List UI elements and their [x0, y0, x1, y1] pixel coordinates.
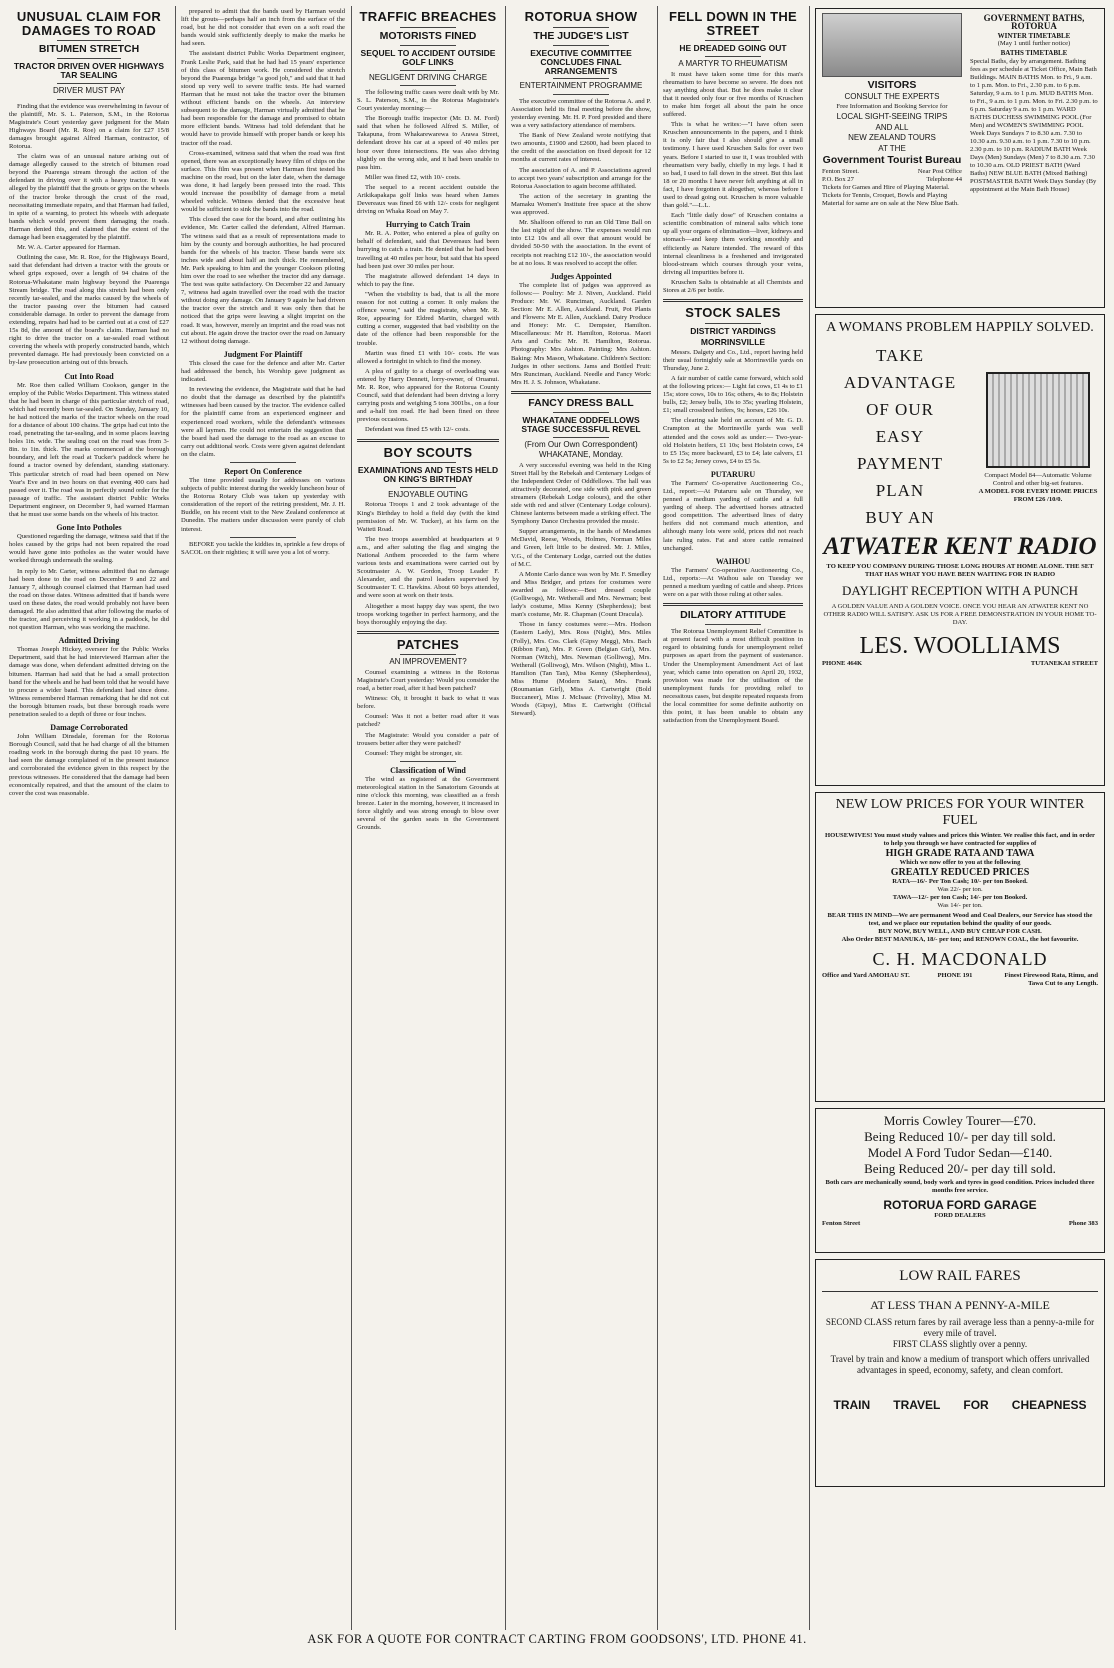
article-paragraph: The sequel to a recent accident outside the Arikikapakapa golf links was heard when James Devereaux was fined £6 with 12/- costs for negligent driving on Whaka Road on May 7. — [357, 183, 499, 216]
easy-line: EASY — [875, 426, 925, 446]
article-paragraph: Those in fancy costumes were:—Mrs. Hodson (Eastern Lady), Mrs. Ross (Night), Mrs. Miles (Folly), Mrs. Cos. Clark (Gipsy Megg), Mrs. Bach (Ribbon Fan), Mrs. P. Green (Belgian Girl), Mrs. Norman (Witch), Mrs. Newman (Golliwog), Mrs. Wetherall (Golliwog), Mrs. Wilson (Night), Miss L. Hamilton (Tan Tan), Miss Kenny (Shepherdess), Miss Hume (Modern Satan), Mrs. Frank (Roumanian Girl), Miss A. Cartwright (Bold Buccaneer), Miss J. McIsaac (Frivolity), Miss M. Woods (Gipsy), Miss E. Cartwright (Official Steward). — [511, 621, 651, 718]
article-paragraph: The association of A. and P. Associations agreed to accept two years' subscription and arrange for the Rotorua Association to again become affiliated. — [511, 166, 651, 190]
garage-morris: Morris Cowley Tourer—£70. — [883, 1113, 1037, 1128]
deck-sequel: SEQUEL TO ACCIDENT OUTSIDE GOLF LINKS — [360, 47, 496, 67]
divider — [57, 99, 121, 100]
garage-dealers: FORD DEALERS — [934, 1212, 986, 1219]
column-traffic — [352, 8, 504, 1628]
garage-name: ROTORUA FORD GARAGE — [883, 1198, 1037, 1212]
fuel-tawa-price: TAWA—12/- per ton Cash; 14/- per ton Booked. — [892, 894, 1028, 901]
divider — [553, 27, 609, 28]
divider — [705, 56, 761, 57]
divider — [663, 299, 803, 302]
baths-title: GOVERNMENT BATHS, ROTORUA — [983, 13, 1085, 31]
radio-caption: Compact Model 84—Automatic Volume Control and other big-set features. — [984, 472, 1092, 488]
article-paragraph: The time provided usually for addresses on various subjects of public interest during the weekly luncheon hour of the Rotorua Rotary Club was taken up yesterday with consideration of the report of the retiring president, Mr. J. H. Buddle, on his recent visit to the New Zealand conference at Dunedin. The matters under discussion were purely of club interest. — [181, 476, 345, 533]
divider — [553, 412, 609, 413]
article-paragraph: The magistrate allowed defendant 14 days in which to pay the fine. — [357, 272, 499, 288]
article-paragraph: This closed the case for the board, and after outlining his evidence, Mr. Carter called the defendant, Alfred Harman. The witness said that as a result of representations made to him by the county and borough authorities, he had procured bands for the wheels of his tractor. These bands were six inches wide and about half an inch thick. He remembered, Mr. Park speaking to him and the younger Cookson piloting him over the road to see whether the tractor did any damage. The test was quite satisfactory. On December 22 and January 7, witness had again travelled over the road with the tractor without doing any damage. On January 9 again he had driven the tractor over the stretch and it was only then that he noticed that the grips were leaving a slight imprint on the road. It was, however, merely an imprint and the road was not cut about. He again drove the tractor over the road on January 12 without doing damage. — [181, 216, 345, 345]
headline-fancy-dress: FANCY DRESS BALL — [528, 396, 634, 409]
baths-timetable: BATHS TIMETABLE — [1000, 49, 1068, 58]
divider — [553, 94, 609, 95]
fuel-contact-row — [822, 972, 1098, 988]
bath-house-illustration — [822, 13, 962, 77]
article-paragraph: John William Dinsdale, foreman for the Rotorua Borough Council, said that he had charge of all the bitumen roading work in the borough during the past 10 years. He had seen the damage complained of in the present instance and corroborated the evidence given in this respect by the previous witnesses. He considered that the damage had been economically repaired, and that the amount of the claim to cover the cost was reasonable. — [9, 733, 169, 797]
subheading: Judgment For Plaintiff — [223, 349, 303, 359]
divider — [511, 391, 651, 394]
subheading: Admitted Driving — [58, 636, 120, 646]
deck-oddfellows: WHAKATANE ODDFELLOWS STAGE SUCCESSFUL REVEL — [521, 414, 641, 434]
article-paragraph: Mr. R. A. Potter, who entered a plea of guilty on behalf of defendant, said that Devereaux had been hurrying to catch a train. He denied that he had been travelling at 40 miles per hour, but said that his speed had been just over 30 miles per hour. — [357, 230, 499, 270]
divider — [705, 624, 761, 625]
rail-penny: AT LESS THAN A PENNY-A-MILE — [870, 1298, 1050, 1312]
divider — [400, 487, 457, 488]
divider — [705, 40, 761, 41]
article-paragraph: The assistant district Public Works Department engineer, Frank Leslie Park, said that he had had 15 years' experience of this class of bitumen work. He considered the stretch beyond the Puarenga bridge "a good job," and said that it had stood up very well to severe traffic tests. He had warned Harman that he must not take the tractor over the bitumen without efficient bands on the wheels. An interview subsequent to the damage, Harman virtually admitted that he had been responsible for the damage and promised to obtain more efficient bands. Witness had told defendant that he would have to provide himself with proper bands or keep his tractor off the road. — [181, 50, 345, 147]
visitors-heading: VISITORS — [867, 79, 917, 91]
article-paragraph: Questioned regarding the damage, witness said that if the holes caused by the grips had not been repaired the road would have gone into potholes as the water would have worked through underneath the sealing. — [9, 533, 169, 565]
radio-illustration-block — [978, 368, 1098, 504]
subheading: Judges Appointed — [550, 271, 612, 281]
garage-contact-row — [822, 1220, 1098, 1228]
article-paragraph: Supper arrangements, in the hands of Mesdames McDavid, Reese, Woods, Holmes, Norman Miles and Green, left little to be desired. Mr. J. Miles, V.G., of the Centenary Lodge, carried out the duties of M.C. — [511, 528, 651, 568]
fuel-rata-was: Was 22/- per ton. — [937, 886, 983, 893]
article-paragraph: A Monte Carlo dance was won by Mr. F. Smedley and Miss Bridger, and prizes for costumes were awarded as follows:—Best dressed couple (Golliwogs), Mr. Wetherall and Mrs. Newman; best lady's costume, Miss Kenny (Shepherdess); best man's costume, Mr. R. Chapman (Count Dracula). — [511, 570, 651, 619]
headline-road-claim: UNUSUAL CLAIM FOR DAMAGES TO ROAD — [16, 9, 162, 38]
divider — [400, 70, 457, 71]
subheading: PUTARURU — [710, 469, 756, 479]
divider — [822, 1291, 1098, 1292]
divider — [400, 27, 457, 28]
headline-dilatory: DILATORY ATTITUDE — [680, 609, 786, 622]
atwater-keep-company: TO KEEP YOU COMPANY DURING THOSE LONG HOURS AT HOME ALONE. THE SET THAT HAS WHAT YOU HAVE BEEN WAITING FOR IN RADIO — [826, 562, 1094, 578]
divider — [57, 83, 121, 84]
bureau-name: Government Tourist Bureau — [822, 153, 962, 166]
take-line: TAKE — [876, 345, 924, 365]
fuel-office: Office and Yard AMOHAU ST. — [822, 972, 910, 979]
article-paragraph: Mr. Roe then called William Cookson, ganger in the employ of the Public Works Department. This witness stated that he had been in charge of this particular stretch of road, which had recently been tar-sealed. On Sunday, January 10, he had noticed the marks of the tractor wheels on the road for a distance of about 100 chains. The grips had cut into the road, penetrating the tar-sealing, and in some places leaving holes 1in. wide. The sealing coat on the road was from 3-8in. to 1in. thick. The marks commenced at the borough boundary, and left the road at Tucker's paddock where he found a tractor owned by defendant, standing stationary. This particular stretch of road had been opened on New Year's Eve and in two hours on that evening 400 cars had passed over it. The road was in perfectly sound order for the passage of traffic. The assistant district Public Works Department engineer, on December 9, had warned Harman that he must use some bands on the wheels of his tractor. — [9, 381, 169, 519]
divider — [400, 85, 457, 86]
rail-slogan — [822, 1398, 1098, 1412]
subheading: Report On Conference — [224, 466, 302, 476]
article-paragraph: The Farmers' Co-operative Auctioneering Co., Ltd., report:—At Putaruru sale on Thursday, we penned a medium yarding of cattle and a full yarding of sheep. The advertised horses attracted good competition. The advertised lines of dairy heifers did not command much attention, and although many lots were sold, prices did not reach late ruling rates. Fat and store cattle remained unchanged. — [663, 479, 803, 552]
article-paragraph: Counsel: Was it not a better road after it was patched? — [357, 713, 499, 729]
article-paragraph: Mr. W. A. Carter appeared for Harman. — [17, 244, 121, 252]
divider — [705, 323, 761, 324]
divider — [57, 58, 121, 59]
column-road-claim — [4, 8, 174, 1628]
article-paragraph: Messrs. Dalgety and Co., Ltd., report having held their usual fortnightly sale at Morrinsville yards on Thursday, June 2. — [663, 348, 803, 372]
rail-second-class: SECOND CLASS return fares by rail average less than a penny-a-mile for every mile of travel. — [825, 1317, 1095, 1338]
deck-tractor: TRACTOR DRIVEN OVER HIGHWAYS TAR SEALING — [13, 61, 165, 81]
deck-improvement: AN IMPROVEMENT? — [389, 657, 467, 667]
atwater-golden: A GOLDEN VALUE AND A GOLDEN VOICE. ONCE YOU HEAR AN ATWATER KENT NO OTHER RADIO WILL SATISFY. ASK US FOR A FREE DEMONSTRATION IN YOUR HOME TO-DAY. — [823, 602, 1097, 626]
article-paragraph: Defendant was fined £5 with 12/- costs. — [365, 426, 470, 434]
deck-outing: ENJOYABLE OUTING — [388, 490, 468, 500]
fuel-intro: HOUSEWIVES! You must study values and prices this Winter. We realise this fact, and in order to help you through we have contracted for supplies of — [825, 832, 1095, 847]
column-advertisements — [810, 8, 1110, 1628]
article-paragraph: Outlining the case, Mr. R. Roe, for the Highways Board, said that defendant had driven a tractor with the grouts or wheel grips exposed, over a length of 94 chains of the Rotorua-Whakatane main highway beyond the Puarenga Stream bridge. The road along this stretch had been only recently tar-sealed, and the marks caused by the wheels of the tractor passing over the bitumen had caused considerable damage. In order to prevent the damage from extending, repairs had had to be carried out at a cost of £27 15s 8d, the amount of the board's claim. Harman had no right to drive the tractor on a tar-sealed road without covering the wheels with properly constructed bands, which prevented damage. He had previously been convicted on a by-law prosecution arising out of this breach. — [9, 254, 169, 367]
headline-rotorua-show: ROTORUA SHOW — [524, 9, 638, 24]
divider — [553, 78, 609, 79]
rail-travel: Travel by train and know a medium of transport which offers unrivalled advantages in speed, economy, safety, and clean comfort. — [830, 1354, 1090, 1375]
garage-ford: Model A Ford Tudor Sedan—£140. — [867, 1145, 1053, 1160]
subheading: Hurrying to Catch Train — [385, 220, 471, 230]
ad-winter-fuel — [815, 792, 1105, 1102]
subheading: Damage Corroborated — [50, 723, 128, 733]
article-paragraph: The claim was of an unusual nature arising out of damage allegedly caused to the stretch of bitumen road beyond the Puarenga stream through the action of the defendant in driving over it with a heavy tractor. It was alleged by the plaintiff that the grouts or grips on the wheels of the tractor broke through the crust of the road, necessitating immediate repairs, and that Harman had failed, in spite of a warning, to protect his wheels with adequate bands which would prevent them damaging the roads. Harman denied this, and claimed that the extent of the damage had been exaggerated by the plaintiff. — [9, 153, 169, 242]
nz-tours-line: NEW ZEALAND TOURS — [848, 133, 936, 143]
garage-ford-reduced: Being Reduced 20/- per day till sold. — [864, 1161, 1056, 1176]
article-paragraph: Finding that the evidence was overwhelming in favour of the plaintiff, Mr. S. L. Paterson, S.M., in the Rotorua Magistrate's Court yesterday gave judgment for the Main Highways Board (Mr. R. Roe) on a claim for £27 15/8 damages brought against Alfred Harman, contractor, of Rotorua. — [9, 102, 169, 150]
atwater-contact-row — [822, 660, 1098, 668]
fuel-which: Which we now offer to you at the following — [899, 859, 1021, 866]
and-all-line: AND ALL — [875, 122, 909, 132]
fuel-rata-price: RATA—16/- Per Ton Cash; 10/- per ton Booked. — [892, 878, 1028, 885]
divider — [230, 462, 296, 463]
bureau-telephone: Telephone 44 — [926, 175, 962, 183]
baths-may: (May 1 until further notice) — [997, 40, 1071, 48]
deck-executive: EXECUTIVE COMMITTEE CONCLUDES FINAL ARRANGEMENTS — [530, 47, 632, 76]
fuel-dealer: C. H. MACDONALD — [872, 949, 1048, 969]
article-paragraph: Cross-examined, witness said that when the road was first opened, there was an exceptionally heavy film of chips on the surface. This film was present when Harman first tested his machine on the road, but on the later date, when the damage was done, it had largely been pressed into the road. This would increase the possibility of damage from a metal wheeled vehicle. Witness denied that the excessive heat would be sufficient to sink the bands into the road. — [181, 149, 345, 214]
article-paragraph: A plea of guilty to a charge of overloading was entered by Harry Dennett, lorry-owner, of Oruanui. Mr. R. Roe, who appeared for the Rotorua County Council, said that defendant had been driving a lorry carrying posts and weighing 5 tons 3001bs., on a four and a-half ton road. He had been fined on three previous occasions. — [357, 367, 499, 424]
deck-martyr: A MARTYR TO RHEUMATISM — [678, 59, 788, 69]
garage-street: Fenton Street — [822, 1220, 861, 1227]
bureau-street: Fenton Street. — [822, 167, 859, 175]
fuel-high-grade: HIGH GRADE RATA AND TAWA — [885, 848, 1035, 859]
baths-schedule: Special Baths, day by arrangement. Bathing fees as per schedule at Ticket Office, Main Bath Buildings. MAIN BATHS Mon. to Fri., 9 a.m. to 1 p.m. Mon. to Fri., 2.30 p.m. to 6 p.m. Saturday, 9 a.m. to 1 p.m. MUD BATHS Mon. to Fri., 9 a.m. to 1 p.m. Mon. to Fri. 2.30 p.m. to 6 p.m. Saturday 9 a.m. to 1 p.m. WARD BATHS DUCHESS SWIMMING POOL (For Men) and WOMEN'S SWIMMING POOL Week Days Sundays 7 to 8.30 a.m. 7.30 to 10.30 a.m. 9.30 a.m. to 1 p.m. 7.30 to 10 p.m. 2.30 p.m. to 10 p.m. RADIUM BATH Week Days (Men) Sundays (Men) 7 to 8.30 a.m. 7.30 to 10.30 a.m. OLD PRIEST BATH (Ward Baths) NEW BLUE BATH (Mixed Bathing) POSTMASTER BATH Week Days Sunday (By appointment at the Main Bath House) — [970, 58, 1098, 194]
subheading: Classification of Wind — [390, 765, 466, 775]
atwater-plan-text — [822, 342, 978, 531]
headline-stock-sales: STOCK SALES — [685, 305, 781, 321]
deck-judges-list: THE JUDGE'S LIST — [533, 29, 629, 42]
headline-traffic: TRAFFIC BREACHES — [359, 9, 497, 24]
ad-atwater-kent — [815, 314, 1105, 786]
consult-line: CONSULT THE EXPERTS — [844, 92, 940, 102]
article-paragraph: Each "little daily dose" of Kruschen contains a scientific combination of mineral salts which tone up all your organs of elimination—liver, kidneys and stomach—and keep them working smoothly and efficiently as Nature intended. The reward of this internal cleanliness is a freshened and invigorated blood-stream which courses through your veins, driving all impurities before it. — [663, 212, 803, 276]
buy-an-line: BUY AN — [865, 507, 935, 527]
garage-morris-reduced: Being Reduced 10/- per day till sold. — [864, 1129, 1056, 1144]
article-paragraph: The action of the secretary in granting the Mamaku Women's Institute free space at the show was approved. — [511, 192, 651, 217]
dateline: WHAKATANE, Monday. — [538, 450, 624, 460]
article-paragraph: The Bank of New Zealand wrote notifying that two amounts, £1900 and £2600, had been placed to the credit of the association on fixed deposit for 12 months at current rates of interest. — [511, 132, 651, 164]
divider — [357, 631, 499, 634]
article-paragraph: The wind as registered at the Government meteorological station in the Sanatorium Grounds at nine o'clock this morning, was classified as a fresh breeze. Later in the morning, however, it increased in force slightly and was strong enough to blow over several of the garden seats in the Government Grounds. — [357, 775, 499, 832]
rail-headline: LOW RAIL FARES — [899, 1268, 1021, 1284]
fuel-tawa-was: Was 14/- per ton. — [937, 902, 983, 909]
divider — [400, 45, 457, 46]
divider — [400, 654, 457, 655]
rail-first-class: FIRST CLASS slightly over a penny. — [892, 1339, 1028, 1349]
article-paragraph: Miller was fined £2, with 10/- costs. — [365, 173, 461, 181]
article-paragraph: A very successful evening was held in the King Street Hall by the Rebekah and Centenary Lodges of the Independent Order of Oddfellows. The hall was attractively decorated, one side with pink and green streamers (Rebekah Lodge colours), and the other side with red and silver (Centenary Lodge colours). Chinese lanterns between made a striking effect. The Symphony Dance Orchestra provided the music. — [511, 461, 651, 526]
article-paragraph: Mr. Shalfoon offered to run an Old Time Ball on the last night of the show. The expenses would run into £12 10s and all over that amount would be divided 50-50 with the association. In the event of receipts not reaching £12 10/-, the association would be at no loss. It was resolved to accept the offer. — [511, 219, 651, 267]
article-paragraph: The Farmers' Co-operative Auctioneering Co., Ltd., reports:—At Waihou sale on Tuesday we penned a medium yarding of cattle and sheep. Prices were on a par with those ruling at other sales. — [663, 566, 803, 599]
bureau-tickets: Tickets for Games and Hire of Playing Material. Tickets for Tennis, Croquet, Bowls and Playing Material for same are on sale at the New Blue Bath. — [822, 183, 959, 207]
article-paragraph: The Magistrate: Would you consider a pair of trousers better after they were patched? — [357, 731, 499, 747]
atwater-dealer: LES. WOOLLIAMS — [859, 632, 1061, 659]
divider — [663, 603, 803, 606]
article-paragraph: Thomas Joseph Hickey, overseer for the Public Works Department, said that he had interviewed Harman after the damage was done, when defendant admitted driving on the bitumen. Harman had said that he had a small protection band for the wheels and he had been told that he would have to procure a wider band. This defendant had since done. Witness remembered Harman remarking that he did not cut the borough bitumen roads, but these borough roads were penetration sealed to a depth of three or four inches. — [9, 646, 169, 718]
fuel-finest: Finest Firewood Rata, Rimu, and Tawa Cut to any Length. — [1004, 972, 1098, 987]
atwater-street: TUTANEKAI STREET — [1030, 659, 1098, 667]
local-trips-line: LOCAL SIGHT-SEEING TRIPS — [836, 112, 948, 122]
atwater-phone: PHONE 464K — [822, 659, 863, 667]
column-kruschen-stock — [658, 8, 808, 1628]
article-paragraph: In reply to Mr. Carter, witness admitted that no damage had been done to the road on December 9 and 22 and January 7, although counsel claimed that Harman had used the road on those dates. Witness admitted that if bands were used on these dates, the road would probably not have been damaged. He also admitted that after following the marks of the tractor, and perceiving it working in a paddock, he did not question Harman, who was working the machine. — [9, 567, 169, 632]
rail-slogan-word: FOR — [963, 1398, 989, 1412]
baths-winter: WINTER TIMETABLE — [997, 31, 1071, 40]
article-paragraph: This closed the case for the defence and after Mr. Carter had addressed the bench, his Worship gave judgment as indicated. — [181, 359, 345, 384]
article-paragraph: Witness: Oh, it brought it back to what it was before. — [357, 695, 499, 711]
headline-boy-scouts: BOY SCOUTS — [383, 444, 473, 460]
deck-motorists: MOTORISTS FINED — [379, 29, 477, 42]
divider — [553, 437, 609, 438]
payment-line: PAYMENT — [856, 453, 944, 473]
article-paragraph: Martin was fined £1 with 10/- costs. He was allowed a fortnight in which to find the money. — [357, 349, 499, 365]
baths-timetable-panel — [970, 13, 1098, 303]
bureau-near: Near Post Office — [917, 167, 962, 175]
article-paragraph: The complete list of judges was approved as follows:— Poultry: Mr J. Niven, Auckland. Field Produce: Mr. W. Runciman, Auckland. Garden Section: Mr E. Allen, Auckland. Fruit, Pot Plants and Flowers: Mr E. Allen, Auckland. Dairy Produce and Honey: Mr. C. Dempster, Hamilton. Miscellaneous: Mr H. Hamilton, Rotorua. Maori Arts and Crafts: Mr. H. Hamilton, Rotorua. Photography: Mrs Ashton. Painting: Mrs Ashton. Baking: Mrs Mason, Whakatane. Children's Section: Judges in other sections. Jams and Bottled Fruit: Mrs Runciman, Auckland. Needle and Fancy Work: Mrs H. J. S. Johnson, Whakatane. — [511, 281, 651, 386]
article-paragraph: prepared to admit that the bands used by Harman would lift the grouts—perhaps half an inch from the surface of the road, but he did not consider that even on a soft road the bands would sink sufficiently deeply to make the marks he had seen. — [181, 8, 345, 48]
subheading: Cut Into Road — [64, 371, 114, 381]
tourist-bureau-panel — [822, 13, 962, 303]
ad-low-rail-fares — [815, 1259, 1105, 1487]
garage-condition: Both cars are mechanically sound, body work and tyres in good condition. Prices included three months free service. — [825, 1179, 1095, 1194]
radio-model-line: A MODEL FOR EVERY HOME PRICES FROM £26 /10/0. — [978, 488, 1098, 504]
deck-driver: DRIVER MUST PAY — [52, 86, 125, 96]
article-paragraph: The Borough traffic inspector (Mr. D. M. Ford) said that when he followed Alfred S. Miller, of Takapuna, from Whakarewarewa to Arawa Street, defendant drove his car at a speed of 40 miles per hour over three intersections. He was also driving slightly on the wrong side, and it had been unable to pass him. — [357, 115, 499, 171]
divider — [553, 45, 609, 46]
fuel-phone: PHONE 191 — [937, 972, 973, 979]
divider — [400, 462, 457, 463]
bureau-address-row — [822, 168, 962, 176]
atwater-brand: ATWATER KENT RADIO — [823, 532, 1097, 560]
article-paragraph: Rotorua Troops 1 and 2 took advantage of the King's Birthday to hold a field day (with the kind permission of Mr. W. Tucker), at his farm on the Waiteti Road. — [357, 501, 499, 533]
article-paragraph: This is what he writes:—"I have often seen Kruschen announcements in the papers, and I think it is only fair that I also should give a small testimony. I have used Kruschen Salts for over two years. Before I started to use it, I was troubled with rheumatism very badly, chiefly in my legs. I had it so bad, I used to fall down in the street. But this last 18 or 20 months I have never felt anything at all in fact, I have forgotten it altogether, whereas before I used to dread going out. Kruschen is more valuable than gold."—L.L. — [663, 121, 803, 210]
fuel-buy-now: BUY NOW, BUY WELL, AND BUY CHEAP FOR CASH. — [878, 928, 1042, 935]
article-paragraph: The two troops assembled at headquarters at 9 a.m., and after saluting the flag and singing the National Anthem proceeded to the farm where various tests and examinations were carried out by Scoutmaster A. W. Gordon, Troop Leader F. Alexander, and the patrol leaders supervised by Scoutmaster T. C. Hawkins. About 60 boys attended, and were soon at work on their tests. — [357, 535, 499, 600]
fuel-bear-in-mind: BEAR THIS IN MIND—We are permanent Wood and Coal Dealers, our Service has stood the test, and we place our reputation behind the quality of our goods. — [827, 912, 1093, 927]
rail-slogan-word: TRAIN — [833, 1398, 871, 1412]
headline-fell-down: FELL DOWN IN THE STREET — [668, 9, 798, 38]
atwater-daylight: DAYLIGHT RECEPTION WITH A PUNCH — [842, 582, 1078, 598]
fuel-headline: NEW LOW PRICES FOR YOUR WINTER FUEL — [835, 797, 1085, 828]
rail-slogan-word: CHEAPNESS — [1011, 1398, 1087, 1412]
bureau-po-box: P.O. Box 27 — [822, 175, 854, 183]
article-paragraph: Kruschen Salts is obtainable at all Chemists and Stores at 2/6 per bottle. — [663, 278, 803, 295]
fuel-reduced: GREATLY REDUCED PRICES — [890, 867, 1030, 878]
article-paragraph: "When the visibility is bad, that is all the more reason for not cutting a corner. It only makes the offence worse," said the magistrate, when Mr. R. Roe, appearing for Eldred Martin, charged with cutting a corner, suggested that bad visibility on the date of the offence had been responsible for the trouble. — [357, 290, 499, 347]
free-info-line: Free Information and Booking Service for — [836, 103, 948, 111]
article-paragraph: The Rotorua Unemployment Relief Committee is at present faced with a most difficult position in regard to obtaining funds for unemployment relief purposes as apart from the payment of sustenance. Under the Unemployment Amendment Act of last year, which came into operation on April 20, 1932, provision was made for the utilisation of the unemployment funds for providing relief to necessitous cases, but despite repeated requests from the local committee for some definite authority on this point, it has been unable to obtain any satisfaction from the Unemployment Board. — [663, 628, 803, 725]
of-our-line: OF OUR — [866, 399, 934, 419]
article-paragraph: It must have taken some time for this man's rheumatism to have become so severe. He does not say anything about that. But he does make it clear that it needed only four or five months of Kruschen to make him forget all about the pain he once suffered. — [663, 70, 803, 119]
rail-slogan-word: TRAVEL — [893, 1398, 941, 1412]
subheading: WAIHOU — [715, 556, 751, 566]
deck-bitumen: BITUMEN STRETCH — [38, 43, 140, 56]
divider — [230, 537, 296, 538]
divider — [357, 439, 499, 442]
article-paragraph: Altogether a most happy day was spent, the two troops working together in perfect harmony, and the boys thoroughly enjoying the day. — [357, 602, 499, 626]
column-road-claim-continued — [176, 8, 350, 1628]
plan-line: PLAN — [875, 480, 925, 500]
atwater-headline: A WOMANS PROBLEM HAPPILY SOLVED. — [826, 320, 1094, 335]
atwater-offer-row — [822, 342, 1098, 531]
deck-entertainment: ENTERTAINMENT PROGRAMME — [519, 81, 643, 91]
article-paragraph: Counsel: They might be stronger, sir. — [365, 749, 463, 757]
at-the-line: AT THE — [878, 143, 906, 153]
ad-government-baths — [815, 8, 1105, 308]
fuel-also: Also Order BEST MANUKA, 18/- per ton; and RENOWN COAL, the hot favourite. — [841, 936, 1079, 943]
subheading: Gone Into Potholes — [56, 523, 122, 533]
deck-negligent: NEGLIGENT DRIVING CHARGE — [368, 72, 488, 82]
article-paragraph: A fair number of cattle came forward, which sold at the following prices:— Light fat cows, £1 4s to £1 15s; store cows, 10s to 16s; others, 4s to 8s; Holstein bulls, £2; Jersey bulls, 10s to 35s; yearling Holstein, £1; small crossbred heifers, 9s; horses, £26 10s. — [663, 374, 803, 415]
deck-morrinsville: MORRINSVILLE — [700, 336, 766, 347]
sacol-notice: BEFORE you tackle the kiddies in, sprinkle a few drops of SACOL on their nighties; it will save you a lot of worry. — [181, 540, 345, 556]
advantage-line: ADVANTAGE — [843, 372, 957, 392]
column-show — [506, 8, 656, 1628]
article-paragraph: The executive committee of the Rotorua A. and P. Association held its final meeting before the show, yesterday evening. Mr. H. P. Ford presided and there was a very satisfactory attendance of members. — [511, 97, 651, 130]
deck-correspondent: (From Our Own Correspondent) — [524, 439, 638, 449]
divider — [400, 761, 457, 762]
article-paragraph: Counsel examining a witness in the Rotorua Magistrate's Court yesterday: Would you consider the road, a better road, after it had been patched? — [357, 668, 499, 693]
garage-phone: Phone 383 — [1068, 1220, 1098, 1227]
ad-rotorua-ford-garage — [815, 1108, 1105, 1253]
article-paragraph: The following traffic cases were dealt with by Mr. S. L. Paterson, S.M., in the Rotorua Magistrate's Court yesterday morning:— — [357, 88, 499, 113]
divider — [57, 40, 121, 41]
headline-patches: PATCHES — [396, 636, 460, 652]
article-paragraph: In reviewing the evidence, the Magistrate said that he had no doubt that the damage as described by the plaintiff's witnesses had been caused by the tractor. The evidence called for the plaintiff came from an experienced engineer and experienced road workers, while the defendant's witnesses were all laymen. He could not entertain the suggestion that the board had used the damage to the road as an excuse to carry out additional work. Costs were given against defendant on the claim. — [181, 386, 345, 458]
deck-district: DISTRICT YARDINGS — [690, 325, 776, 336]
bureau-contact-row — [822, 176, 962, 184]
radio-set-icon — [986, 372, 1090, 468]
deck-examinations: EXAMINATIONS AND TESTS HELD ON KING'S BIRTHDAY — [357, 465, 499, 485]
article-paragraph: The clearing sale held on account of Mr. G. D. Crampton at the Morrinsville yards was well attended and the cows sold as under:— Two-year-old Holstein heifers, £1 10s; best Holstein cows, £4 to £5 15s; more backward, £3 to £4; late calvers, £1 5s to £2 5s; Jersey cows, £4 to £5 5s. — [663, 417, 803, 465]
deck-dreaded: HE DREADED GOING OUT — [679, 43, 787, 54]
footer-carting-notice: ASK FOR A QUOTE FOR CONTRACT CARTING FROM GOODSONS', LTD. PHONE 41. — [307, 1632, 807, 1646]
